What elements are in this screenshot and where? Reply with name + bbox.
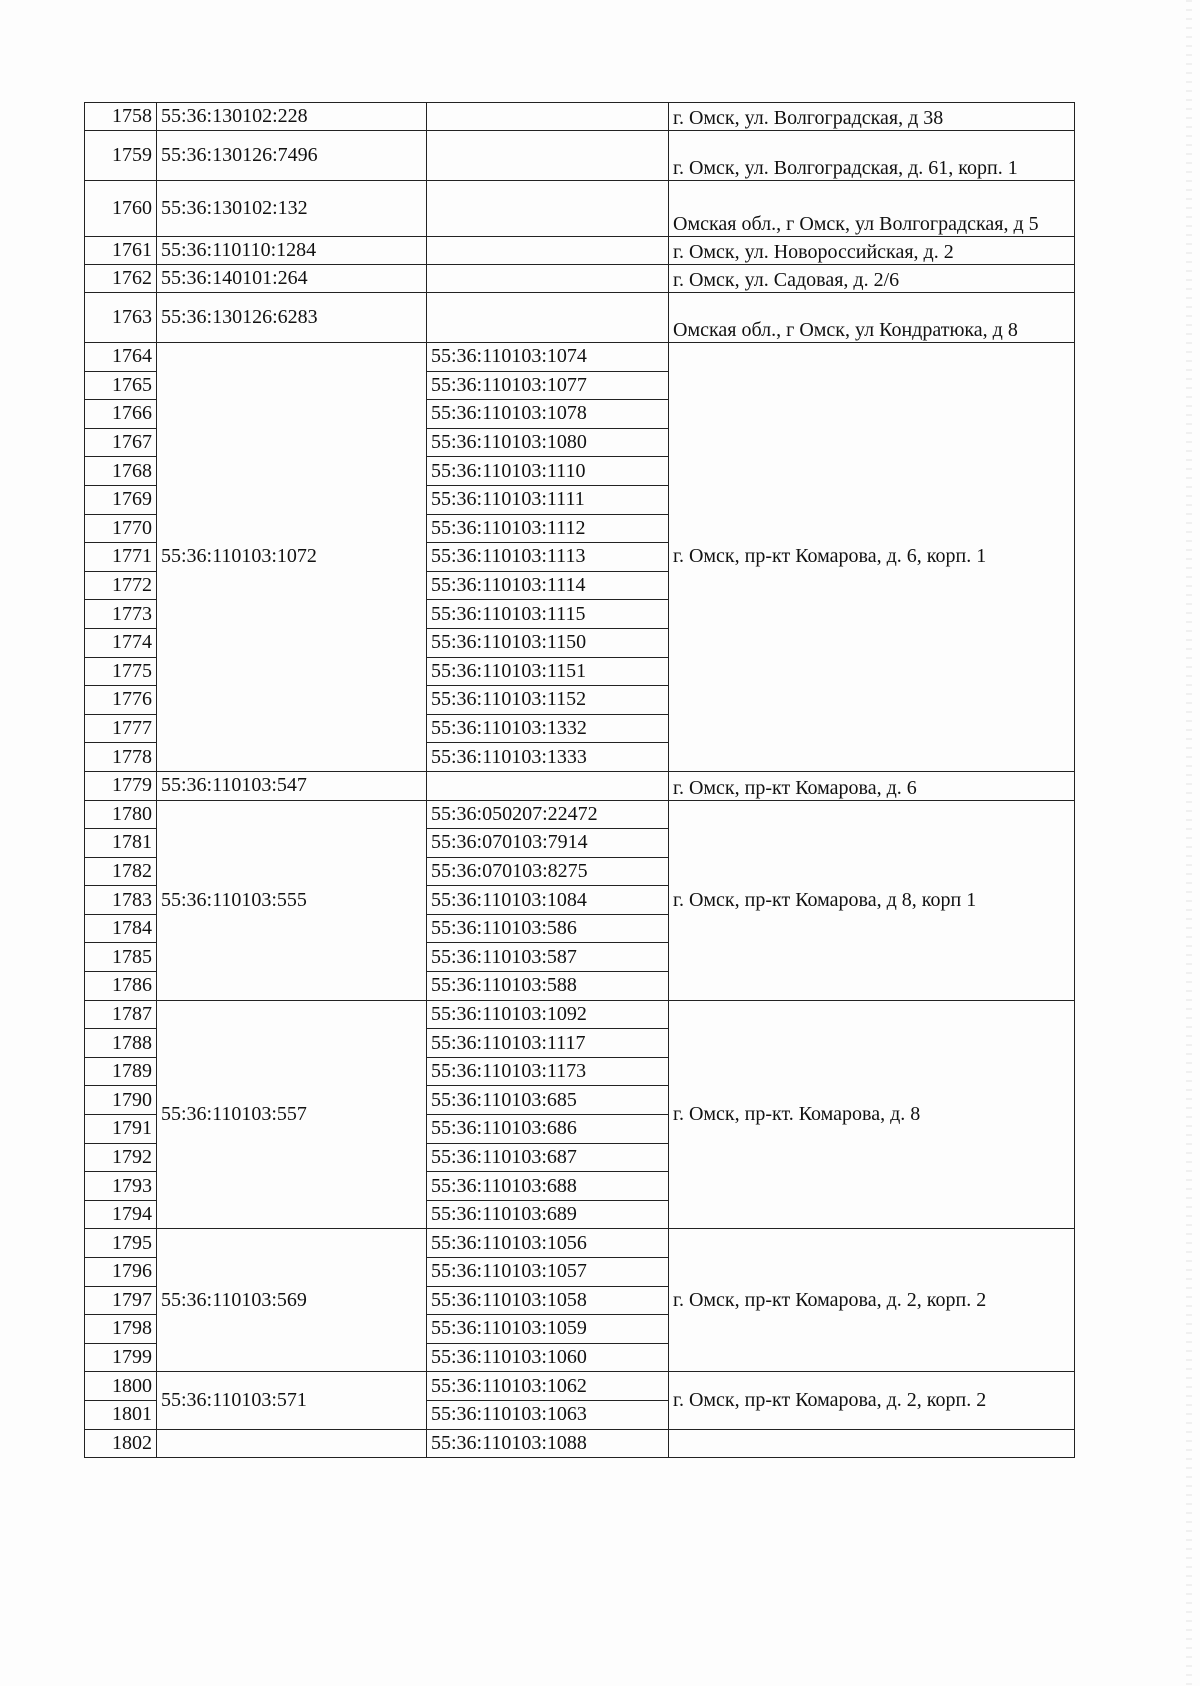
row-number: 1798: [85, 1315, 157, 1344]
row-number: 1761: [85, 237, 157, 265]
related-cadastral-number: 55:36:110103:1115: [427, 600, 669, 629]
related-cadastral-number: 55:36:110103:685: [427, 1086, 669, 1115]
row-number: 1800: [85, 1372, 157, 1401]
related-cadastral-number: 55:36:110103:1113: [427, 543, 669, 572]
related-cadastral-number: [427, 771, 669, 800]
address: Омская обл., г Омск, ул Кондратюка, д 8: [669, 293, 1075, 343]
related-cadastral-number: 55:36:110103:687: [427, 1143, 669, 1172]
related-cadastral-number: 55:36:110103:1152: [427, 686, 669, 715]
related-cadastral-number: 55:36:110103:1058: [427, 1286, 669, 1315]
row-number: 1784: [85, 914, 157, 943]
cadastral-number: 55:36:110103:571: [157, 1372, 427, 1429]
table-row: [85, 1372, 1075, 1401]
row-number: 1781: [85, 829, 157, 858]
address: г. Омск, пр-кт Комарова, д. 6, корп. 1: [669, 343, 1075, 772]
row-number: 1760: [85, 181, 157, 237]
row-number: 1765: [85, 371, 157, 400]
row-number: 1786: [85, 972, 157, 1001]
address: [669, 1429, 1075, 1458]
row-number: 1776: [85, 686, 157, 715]
table-row: [85, 131, 1075, 181]
row-number: 1792: [85, 1143, 157, 1172]
related-cadastral-number: 55:36:110103:1088: [427, 1429, 669, 1458]
related-cadastral-number: 55:36:110103:686: [427, 1115, 669, 1144]
related-cadastral-number: 55:36:110103:688: [427, 1172, 669, 1201]
related-cadastral-number: 55:36:110103:1074: [427, 343, 669, 372]
row-number: 1789: [85, 1057, 157, 1086]
table-row: [85, 103, 1075, 131]
related-cadastral-number: 55:36:110103:1173: [427, 1057, 669, 1086]
cadastral-number: 55:36:130126:7496: [157, 131, 427, 181]
related-cadastral-number: [427, 265, 669, 293]
table-row: [85, 181, 1075, 237]
row-number: 1780: [85, 800, 157, 829]
row-number: 1768: [85, 457, 157, 486]
related-cadastral-number: 55:36:110103:1092: [427, 1000, 669, 1029]
address: г. Омск, пр-кт Комарова, д. 2, корп. 2: [669, 1229, 1075, 1372]
row-number: 1774: [85, 628, 157, 657]
table-row: [85, 1000, 1075, 1029]
row-number: 1783: [85, 886, 157, 915]
related-cadastral-number: 55:36:110103:1150: [427, 628, 669, 657]
related-cadastral-number: 55:36:070103:8275: [427, 857, 669, 886]
row-number: 1770: [85, 514, 157, 543]
cadastral-number: 55:36:110103:547: [157, 771, 427, 800]
row-number: 1771: [85, 543, 157, 572]
registry-table-body: [85, 103, 1075, 1458]
row-number: 1767: [85, 428, 157, 457]
cadastral-number: 55:36:110103:555: [157, 800, 427, 1000]
address: г. Омск, ул. Новороссийская, д. 2: [669, 237, 1075, 265]
related-cadastral-number: 55:36:110103:587: [427, 943, 669, 972]
table-row: [85, 1429, 1075, 1458]
row-number: 1794: [85, 1200, 157, 1229]
table-row: [85, 237, 1075, 265]
row-number: 1788: [85, 1029, 157, 1058]
row-number: 1787: [85, 1000, 157, 1029]
row-number: 1766: [85, 400, 157, 429]
cadastral-number: 55:36:140101:264: [157, 265, 427, 293]
row-number: 1762: [85, 265, 157, 293]
row-number: 1775: [85, 657, 157, 686]
related-cadastral-number: 55:36:110103:689: [427, 1200, 669, 1229]
row-number: 1795: [85, 1229, 157, 1258]
related-cadastral-number: 55:36:110103:1112: [427, 514, 669, 543]
related-cadastral-number: [427, 293, 669, 343]
related-cadastral-number: 55:36:110103:1332: [427, 714, 669, 743]
row-number: 1782: [85, 857, 157, 886]
related-cadastral-number: [427, 237, 669, 265]
cadastral-number: 55:36:110103:569: [157, 1229, 427, 1372]
cadastral-number: [157, 1429, 427, 1458]
related-cadastral-number: 55:36:110103:1062: [427, 1372, 669, 1401]
row-number: 1802: [85, 1429, 157, 1458]
row-number: 1763: [85, 293, 157, 343]
row-number: 1796: [85, 1258, 157, 1287]
related-cadastral-number: 55:36:110103:1080: [427, 428, 669, 457]
related-cadastral-number: [427, 103, 669, 131]
cadastral-number: 55:36:130126:6283: [157, 293, 427, 343]
cadastral-number: 55:36:110110:1284: [157, 237, 427, 265]
row-number: 1790: [85, 1086, 157, 1115]
address: г. Омск, пр-кт Комарова, д. 6: [669, 771, 1075, 800]
related-cadastral-number: 55:36:050207:22472: [427, 800, 669, 829]
related-cadastral-number: 55:36:070103:7914: [427, 829, 669, 858]
row-number: 1793: [85, 1172, 157, 1201]
row-number: 1778: [85, 743, 157, 772]
related-cadastral-number: 55:36:110103:1057: [427, 1258, 669, 1287]
related-cadastral-number: 55:36:110103:1333: [427, 743, 669, 772]
address: г. Омск, пр-кт Комарова, д. 2, корп. 2: [669, 1372, 1075, 1429]
table-row: [85, 800, 1075, 829]
table-row: [85, 343, 1075, 372]
row-number: 1759: [85, 131, 157, 181]
row-number: 1791: [85, 1115, 157, 1144]
table-row: [85, 265, 1075, 293]
table-row: [85, 771, 1075, 800]
related-cadastral-number: 55:36:110103:1059: [427, 1315, 669, 1344]
cadastral-number: 55:36:130102:132: [157, 181, 427, 237]
address: г. Омск, пр-кт. Комарова, д. 8: [669, 1000, 1075, 1229]
address: Омская обл., г Омск, ул Волгоградская, д 5: [669, 181, 1075, 237]
address: г. Омск, ул. Садовая, д. 2/6: [669, 265, 1075, 293]
row-number: 1772: [85, 571, 157, 600]
table-row: [85, 1229, 1075, 1258]
cadastral-number: 55:36:110103:557: [157, 1000, 427, 1229]
table-row: [85, 293, 1075, 343]
row-number: 1773: [85, 600, 157, 629]
related-cadastral-number: 55:36:110103:1084: [427, 886, 669, 915]
related-cadastral-number: 55:36:110103:1117: [427, 1029, 669, 1058]
cadastral-registry-table: [84, 102, 1075, 1458]
related-cadastral-number: 55:36:110103:1111: [427, 485, 669, 514]
related-cadastral-number: 55:36:110103:588: [427, 972, 669, 1001]
related-cadastral-number: 55:36:110103:1056: [427, 1229, 669, 1258]
row-number: 1758: [85, 103, 157, 131]
related-cadastral-number: 55:36:110103:1114: [427, 571, 669, 600]
cadastral-number: 55:36:130102:228: [157, 103, 427, 131]
related-cadastral-number: 55:36:110103:1078: [427, 400, 669, 429]
row-number: 1797: [85, 1286, 157, 1315]
row-number: 1777: [85, 714, 157, 743]
related-cadastral-number: 55:36:110103:1151: [427, 657, 669, 686]
related-cadastral-number: 55:36:110103:1060: [427, 1343, 669, 1372]
address: г. Омск, пр-кт Комарова, д 8, корп 1: [669, 800, 1075, 1000]
related-cadastral-number: 55:36:110103:1110: [427, 457, 669, 486]
related-cadastral-number: 55:36:110103:586: [427, 914, 669, 943]
row-number: 1764: [85, 343, 157, 372]
related-cadastral-number: 55:36:110103:1077: [427, 371, 669, 400]
related-cadastral-number: 55:36:110103:1063: [427, 1400, 669, 1429]
address: г. Омск, ул. Волгоградская, д. 61, корп. 1: [669, 131, 1075, 181]
row-number: 1769: [85, 485, 157, 514]
address: г. Омск, ул. Волгоградская, д 38: [669, 103, 1075, 131]
row-number: 1801: [85, 1400, 157, 1429]
scan-edge-artifact: [1186, 0, 1192, 1686]
row-number: 1785: [85, 943, 157, 972]
row-number: 1779: [85, 771, 157, 800]
cadastral-number: 55:36:110103:1072: [157, 343, 427, 772]
row-number: 1799: [85, 1343, 157, 1372]
related-cadastral-number: [427, 131, 669, 181]
related-cadastral-number: [427, 181, 669, 237]
